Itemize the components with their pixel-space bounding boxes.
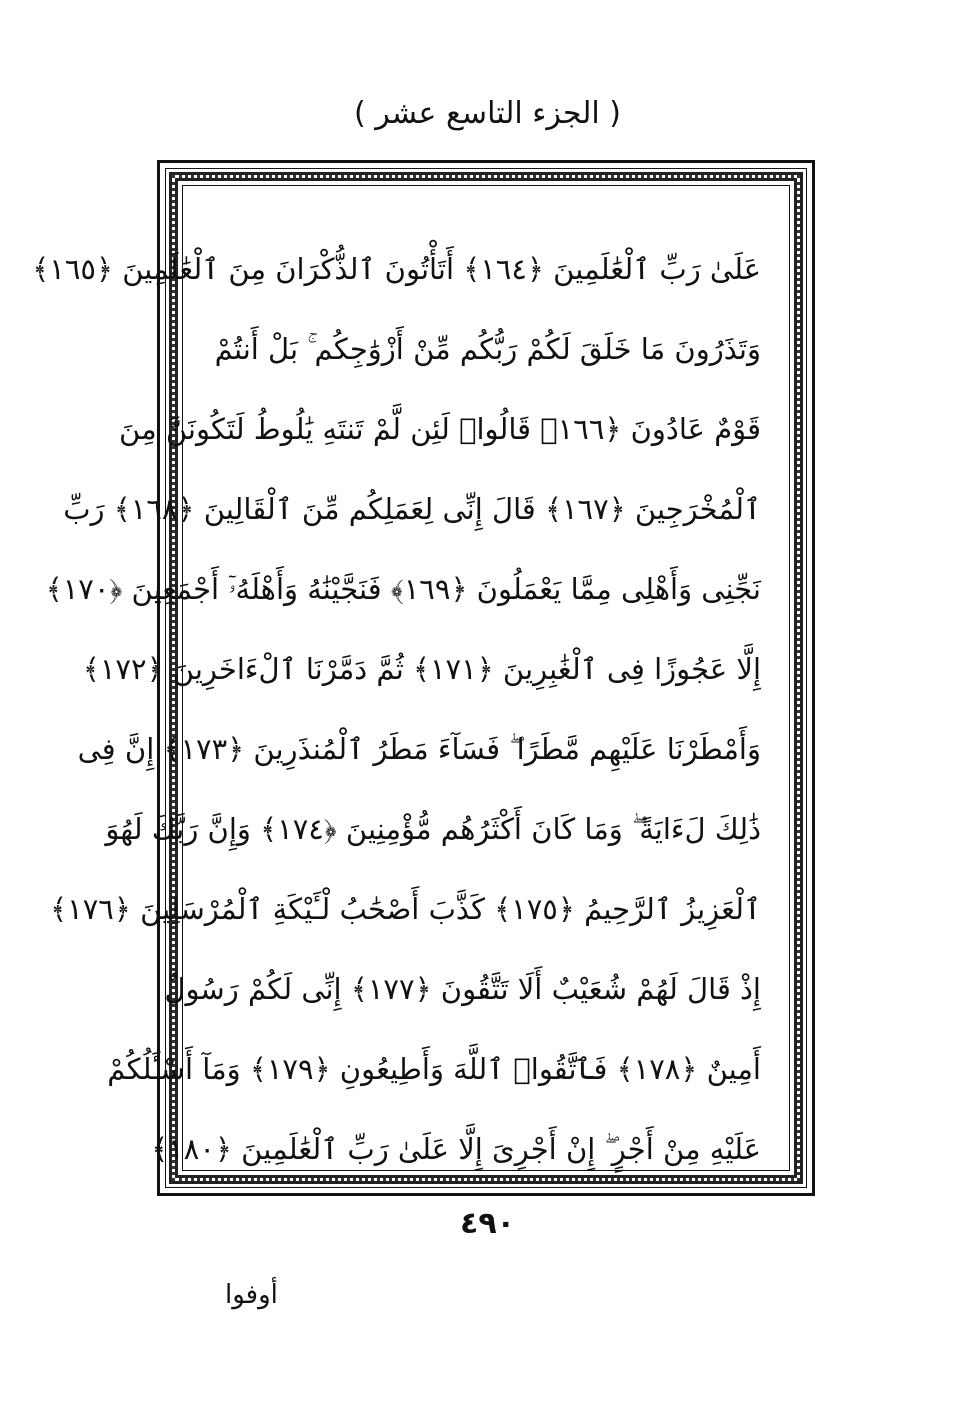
- text-line-9: ٱلْعَزِيزُ ٱلرَّحِيمُ ﴿١٧٥﴾ كَذَّبَ أَصْحَٰبُ لْـَٔيْكَةِ ٱلْمُرْسَلِينَ ﴿١٧٦﴾: [50, 892, 761, 926]
- text-line-11: أَمِينٌ ﴿١٧٨﴾ فَٱتَّقُوا۟ ٱللَّهَ وَأَطِيعُونِ ﴿١٧٩﴾ وَمَآ أَسْـَٔلُكُمْ: [107, 1052, 761, 1086]
- quran-text-block: [32, 229, 761, 1189]
- text-line-12: عَلَيْهِ مِنْ أَجْرٍ ۖ إِنْ أَجْرِىَ إِلَّا عَلَىٰ رَبِّ ٱلْعَٰلَمِينَ ﴿١٨٠﴾: [151, 1132, 761, 1166]
- catchword: أوفوا: [225, 1280, 278, 1310]
- text-line-4: ٱلْمُخْرَجِينَ ﴿١٦٧﴾ قَالَ إِنِّى لِعَمَلِكُم مِّنَ ٱلْقَالِينَ ﴿١٦٨﴾ رَبِّ: [63, 492, 761, 526]
- page-frame: [32, 160, 815, 1196]
- text-line-1: عَلَىٰ رَبِّ ٱلْعَٰلَمِينَ ﴿١٦٤﴾ أَتَأْتُونَ ٱلذُّكْرَانَ مِنَ ٱلْعَٰلَمِينَ ﴿١٦٥﴾: [32, 252, 761, 286]
- juz-header: ( الجزء التاسع عشر ): [353, 96, 622, 131]
- page-number: ٤٩٠: [460, 1206, 515, 1241]
- text-line-6: إِلَّا عَجُوزًا فِى ٱلْغَٰبِرِينَ ﴿١٧١﴾ ثُمَّ دَمَّرْنَا ٱلْءَاخَرِينَ ﴿١٧٢﴾: [82, 652, 761, 686]
- text-line-8: ذَٰلِكَ لَءَايَةً ۖ وَمَا كَانَ أَكْثَرُهُم مُّؤْمِنِينَ ﴿١٧٤﴾ وَإِنَّ رَبَّكَ لَهُوَ: [105, 812, 761, 846]
- text-line-2: وَتَذَرُونَ مَا خَلَقَ لَكُمْ رَبُّكُم مِّنْ أَزْوَٰجِكُم ۚ بَلْ أَنتُمْ: [214, 332, 761, 366]
- text-line-5: نَجِّنِى وَأَهْلِى مِمَّا يَعْمَلُونَ ﴿١٦٩﴾ فَنَجَّيْنَٰهُ وَأَهْلَهُۥٓ أَجْمَعِينَ ﴿١٧٠﴾: [45, 572, 761, 606]
- text-line-10: إِذْ قَالَ لَهُمْ شُعَيْبٌ أَلَا تَتَّقُونَ ﴿١٧٧﴾ إِنِّى لَكُمْ رَسُولٌ: [164, 972, 761, 1006]
- text-line-7: وَأَمْطَرْنَا عَلَيْهِم مَّطَرًا ۖ فَسَآءَ مَطَرُ ٱلْمُنذَرِينَ ﴿١٧٣﴾ إِنَّ فِى: [77, 732, 761, 766]
- text-line-3: قَوْمٌ عَادُونَ ﴿١٦٦﴾ قَالُوا۟ لَئِن لَّمْ تَنتَهِ يَٰلُوطُ لَتَكُونَنَّ مِنَ: [119, 412, 761, 446]
